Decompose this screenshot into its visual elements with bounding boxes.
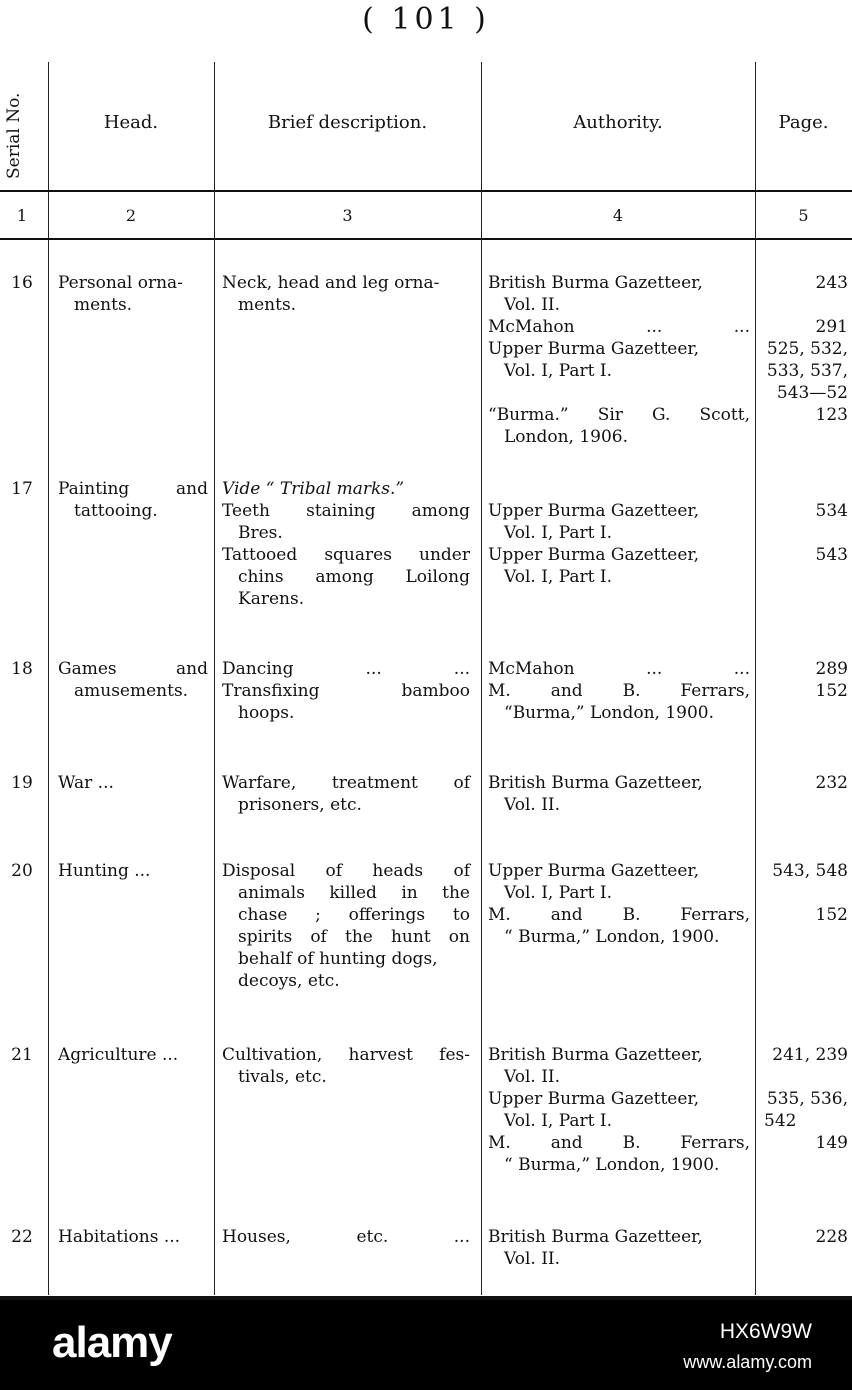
head-line: Habitations ... (58, 1227, 181, 1247)
authority-cell (488, 1226, 750, 1270)
authority-line: British Burma Gazetteer, (488, 773, 703, 793)
page-line: 152 (815, 681, 848, 701)
head-cell (58, 1226, 208, 1248)
page-line: 535, 536, (766, 1089, 848, 1109)
head-line: War ... (58, 773, 114, 793)
authority-line (488, 478, 750, 500)
serial-number: 19 (11, 773, 33, 793)
watermark-banner (0, 1300, 852, 1390)
head-line: Painting and (58, 479, 208, 499)
page-cell (756, 272, 848, 426)
page-cell (756, 658, 848, 702)
description-cell (222, 272, 470, 316)
page-line (756, 294, 848, 316)
description-line: Transfixing bamboo (222, 681, 470, 701)
head-cell (58, 860, 208, 882)
page-line (756, 522, 848, 544)
catalogue-table (0, 62, 852, 1295)
head-cell (58, 1044, 208, 1066)
serial-number: 22 (11, 1227, 33, 1247)
authority-cell (488, 1044, 750, 1176)
head-line: Personal orna- (58, 273, 183, 293)
authority-line: Upper Burma Gazetteer, (488, 545, 700, 565)
description-line: animals killed in the (238, 883, 470, 903)
page-line: 241, 239 (772, 1045, 848, 1065)
page-line: 152 (815, 905, 848, 925)
header-rule (0, 190, 852, 192)
authority-line: London, 1906. (504, 427, 629, 447)
page-cell (756, 860, 848, 926)
column-number: 5 (798, 206, 809, 225)
authority-line: M. and B. Ferrars, (488, 1133, 750, 1153)
page-line: 228 (815, 1227, 848, 1247)
authority-line: Upper Burma Gazetteer, (488, 339, 700, 359)
description-line: hoops. (238, 703, 295, 723)
authority-line: British Burma Gazetteer, (488, 1227, 703, 1247)
description-line: Tattooed squares under (222, 545, 470, 565)
page-line: 291 (815, 317, 848, 337)
serial-number: 18 (11, 659, 33, 679)
column-rule (48, 62, 49, 1295)
authority-line: Vol. I, Part I. (504, 523, 613, 543)
authority-line: Vol. I, Part I. (504, 883, 613, 903)
description-line: Karens. (238, 589, 305, 609)
description-line: Disposal of heads of (222, 861, 470, 881)
description-line: Warfare, treatment of (222, 773, 470, 793)
page-line: 543, 548 (772, 861, 848, 881)
description-line: chins among Loilong (238, 567, 470, 587)
authority-line: “Burma.” Sir G. Scott, (488, 405, 750, 425)
page-cell (756, 478, 848, 566)
authority-line: Upper Burma Gazetteer, (488, 861, 700, 881)
authority-cell (488, 772, 750, 816)
authority-line: Vol. II. (504, 1249, 561, 1269)
description-line: ments. (238, 295, 297, 315)
page-line: 149 (815, 1133, 848, 1153)
page-line: 543 (815, 545, 848, 565)
authority-line: M. and B. Ferrars, (488, 681, 750, 701)
authority-line: “ Burma,” London, 1900. (504, 927, 720, 947)
head-cell (58, 772, 208, 794)
column-rule (214, 62, 215, 1295)
description-cell (222, 1226, 470, 1248)
head-line: Games and (58, 659, 208, 679)
column-number: 2 (125, 206, 137, 225)
description-cell (222, 772, 470, 816)
authority-line: M. and B. Ferrars, (488, 905, 750, 925)
description-line: tivals, etc. (238, 1067, 327, 1087)
page-line: 289 (815, 659, 848, 679)
description-line: spirits of the hunt on (238, 927, 470, 947)
page-number: ( 101 ) (362, 2, 490, 37)
header-head: Head. (103, 112, 159, 133)
head-cell (58, 272, 208, 316)
description-cell (222, 658, 470, 724)
authority-line (488, 382, 750, 404)
description-cell (222, 860, 470, 992)
page-cell (756, 1226, 848, 1248)
page-line (756, 1066, 848, 1088)
page-cell (756, 772, 848, 794)
authority-line: Vol. II. (504, 295, 561, 315)
description-line: Neck, head and leg orna- (222, 273, 440, 293)
head-cell (58, 478, 208, 522)
header-brief-description: Brief description. (267, 112, 428, 133)
header-serial-no: Serial No. (4, 92, 24, 180)
column-number: 1 (16, 206, 28, 225)
description-line: behalf of hunting dogs, (238, 949, 438, 969)
watermark-image-id: HX6W9W (719, 1320, 812, 1343)
page-line: 543—52 (776, 383, 848, 403)
authority-cell (488, 272, 750, 448)
serial-number: 20 (11, 861, 33, 881)
authority-line: British Burma Gazetteer, (488, 1045, 703, 1065)
column-number: 4 (612, 206, 624, 225)
description-line: chase ; offerings to (238, 905, 470, 925)
authority-line: Vol. I, Part I. (504, 567, 613, 587)
authority-line: Vol. I, Part I. (504, 361, 613, 381)
authority-cell (488, 658, 750, 724)
authority-line: British Burma Gazetteer, (488, 273, 703, 293)
authority-line: Upper Burma Gazetteer, (488, 1089, 700, 1109)
page-cell (756, 1044, 848, 1154)
head-line: Agriculture ... (58, 1045, 179, 1065)
column-rule (481, 62, 482, 1295)
header-page: Page. (778, 112, 829, 133)
description-line: decoys, etc. (238, 971, 340, 991)
authority-line: McMahon ... ... (488, 317, 750, 337)
page-line (756, 478, 848, 500)
header-authority: Authority. (573, 112, 663, 133)
description-line: Bres. (238, 523, 283, 543)
description-cell (222, 1044, 470, 1088)
description-line: Teeth staining among (222, 501, 470, 521)
head-line: Hunting ... (58, 861, 151, 881)
authority-line: Upper Burma Gazetteer, (488, 501, 700, 521)
column-number: 3 (342, 206, 353, 225)
authority-line: Vol. II. (504, 795, 561, 815)
serial-number: 17 (11, 479, 33, 499)
authority-line: Vol. II. (504, 1067, 561, 1087)
page-line: 533, 537, (766, 361, 848, 381)
head-line: ments. (74, 295, 133, 315)
description-line: Cultivation, harvest fes- (222, 1045, 470, 1065)
serial-number: 21 (11, 1045, 33, 1065)
authority-line: Vol. I, Part I. (504, 1111, 613, 1131)
head-line: amusements. (74, 681, 189, 701)
page-line (756, 882, 848, 904)
column-number-rule (0, 238, 852, 240)
page-line: 542 (764, 1111, 797, 1131)
authority-cell (488, 478, 750, 588)
description-line: Houses, etc. ... (222, 1227, 470, 1247)
description-line: Dancing ... ... (222, 659, 470, 679)
page-line: 534 (815, 501, 848, 521)
page-line: 525, 532, (766, 339, 848, 359)
authority-cell (488, 860, 750, 948)
description-line: Vide “ Tribal marks.” (222, 479, 405, 499)
description-cell (222, 478, 470, 610)
authority-line: “Burma,” London, 1900. (504, 703, 715, 723)
page-line: 123 (815, 405, 848, 425)
watermark-url: www.alamy.com (683, 1352, 812, 1372)
watermark-logo: alamy (52, 1318, 172, 1367)
description-line: prisoners, etc. (238, 795, 362, 815)
authority-line: “ Burma,” London, 1900. (504, 1155, 720, 1175)
head-cell (58, 658, 208, 702)
head-line: tattooing. (74, 501, 158, 521)
page-line: 243 (815, 273, 848, 293)
serial-number: 16 (11, 273, 33, 293)
authority-line: McMahon ... ... (488, 659, 750, 679)
page-line: 232 (815, 773, 848, 793)
